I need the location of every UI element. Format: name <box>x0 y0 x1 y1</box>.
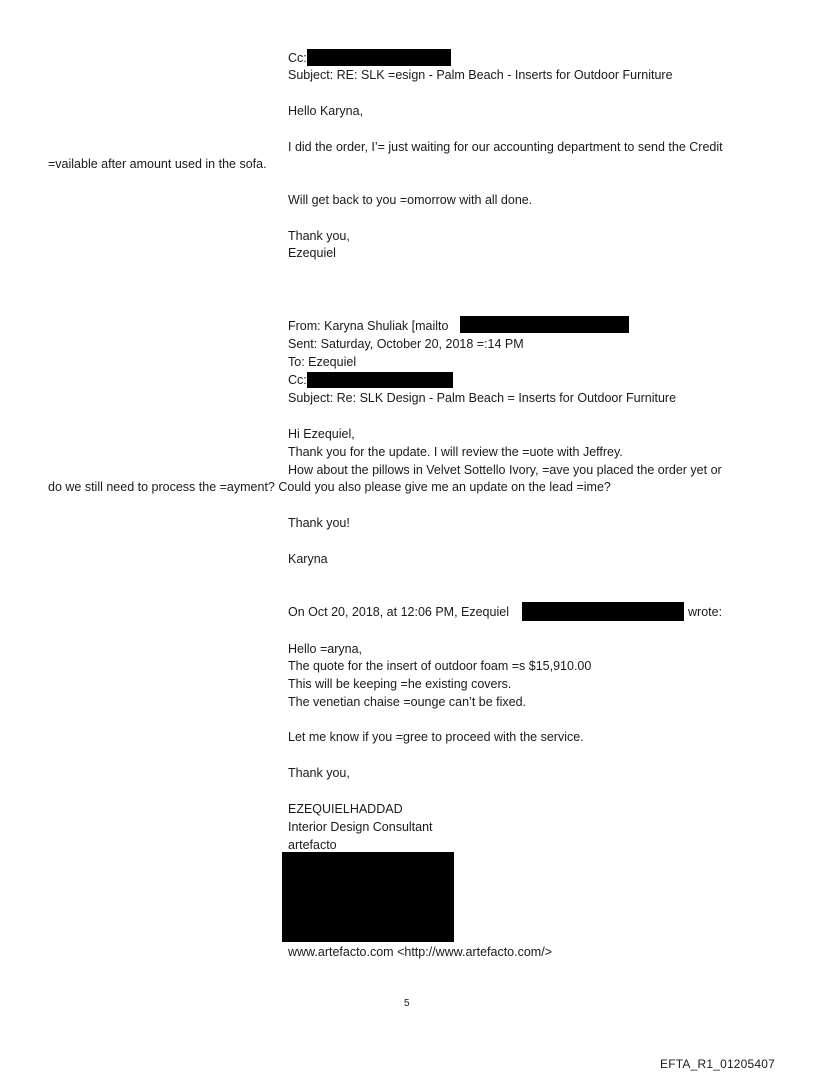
email-signature: Ezequiel <box>288 246 336 260</box>
email-signature: Karyna <box>288 552 328 566</box>
signature-company: artefacto <box>288 838 337 852</box>
redaction-box <box>522 602 684 621</box>
email-greeting: Hello =aryna, <box>288 642 362 656</box>
signature-url: www.artefacto.com <http://www.artefacto.com/> <box>288 945 552 959</box>
email-body-line: The venetian chaise =ounge can’t be fixed. <box>288 695 527 709</box>
email-closing: Thank you! <box>288 516 350 530</box>
email-closing: Thank you, <box>288 229 350 243</box>
email-greeting: Hi Ezequiel, <box>288 427 355 441</box>
redaction-box <box>282 852 454 942</box>
email-body-line: do we still need to process the =ayment? Could you also please give me an update on the lead =ime? <box>48 480 611 494</box>
email-body-line: Thank you for the update. I will review the =uote with Jeffrey. <box>288 445 623 459</box>
bates-number: EFTA_R1_01205407 <box>660 1057 776 1071</box>
email-body-line: =vailable after amount used in the sofa. <box>48 157 267 171</box>
email-body-line: I did the order, I’= just waiting for our accounting department to send the Credit <box>288 140 723 154</box>
email-subject: Subject: RE: SLK =esign - Palm Beach - Inserts for Outdoor Furniture <box>288 68 673 82</box>
email-body-line: The quote for the insert of outdoor foam =s $15,910.00 <box>288 659 592 673</box>
email-body-line: Will get back to you =omorrow with all done. <box>288 193 533 207</box>
redaction-box <box>307 372 453 388</box>
email-greeting: Hello Karyna, <box>288 104 364 118</box>
email-closing: Thank you, <box>288 766 350 780</box>
email-subject: Subject: Re: SLK Design - Palm Beach = Inserts for Outdoor Furniture <box>288 391 677 405</box>
cc-label: Cc: <box>288 373 307 387</box>
redaction-box <box>307 49 451 66</box>
page-number: 5 <box>404 998 410 1009</box>
signature-title: Interior Design Consultant <box>288 820 433 834</box>
quoted-header-suffix: wrote: <box>688 605 723 619</box>
email-body-line: Let me know if you =gree to proceed with the service. <box>288 730 584 744</box>
signature-name: EZEQUIELHADDAD <box>288 802 403 816</box>
email-from: From: Karyna Shuliak [mailto <box>288 319 449 333</box>
email-sent: Sent: Saturday, October 20, 2018 =:14 PM <box>288 337 524 351</box>
email-body-line: This will be keeping =he existing covers. <box>288 677 512 691</box>
email-body-line: How about the pillows in Velvet Sottello Ivory, =ave you placed the order yet or <box>288 463 722 477</box>
cc-label: Cc: <box>288 51 307 65</box>
quoted-header-prefix: On Oct 20, 2018, at 12:06 PM, Ezequiel <box>288 605 509 619</box>
redaction-box <box>460 316 629 333</box>
email-to: To: Ezequiel <box>288 355 357 369</box>
